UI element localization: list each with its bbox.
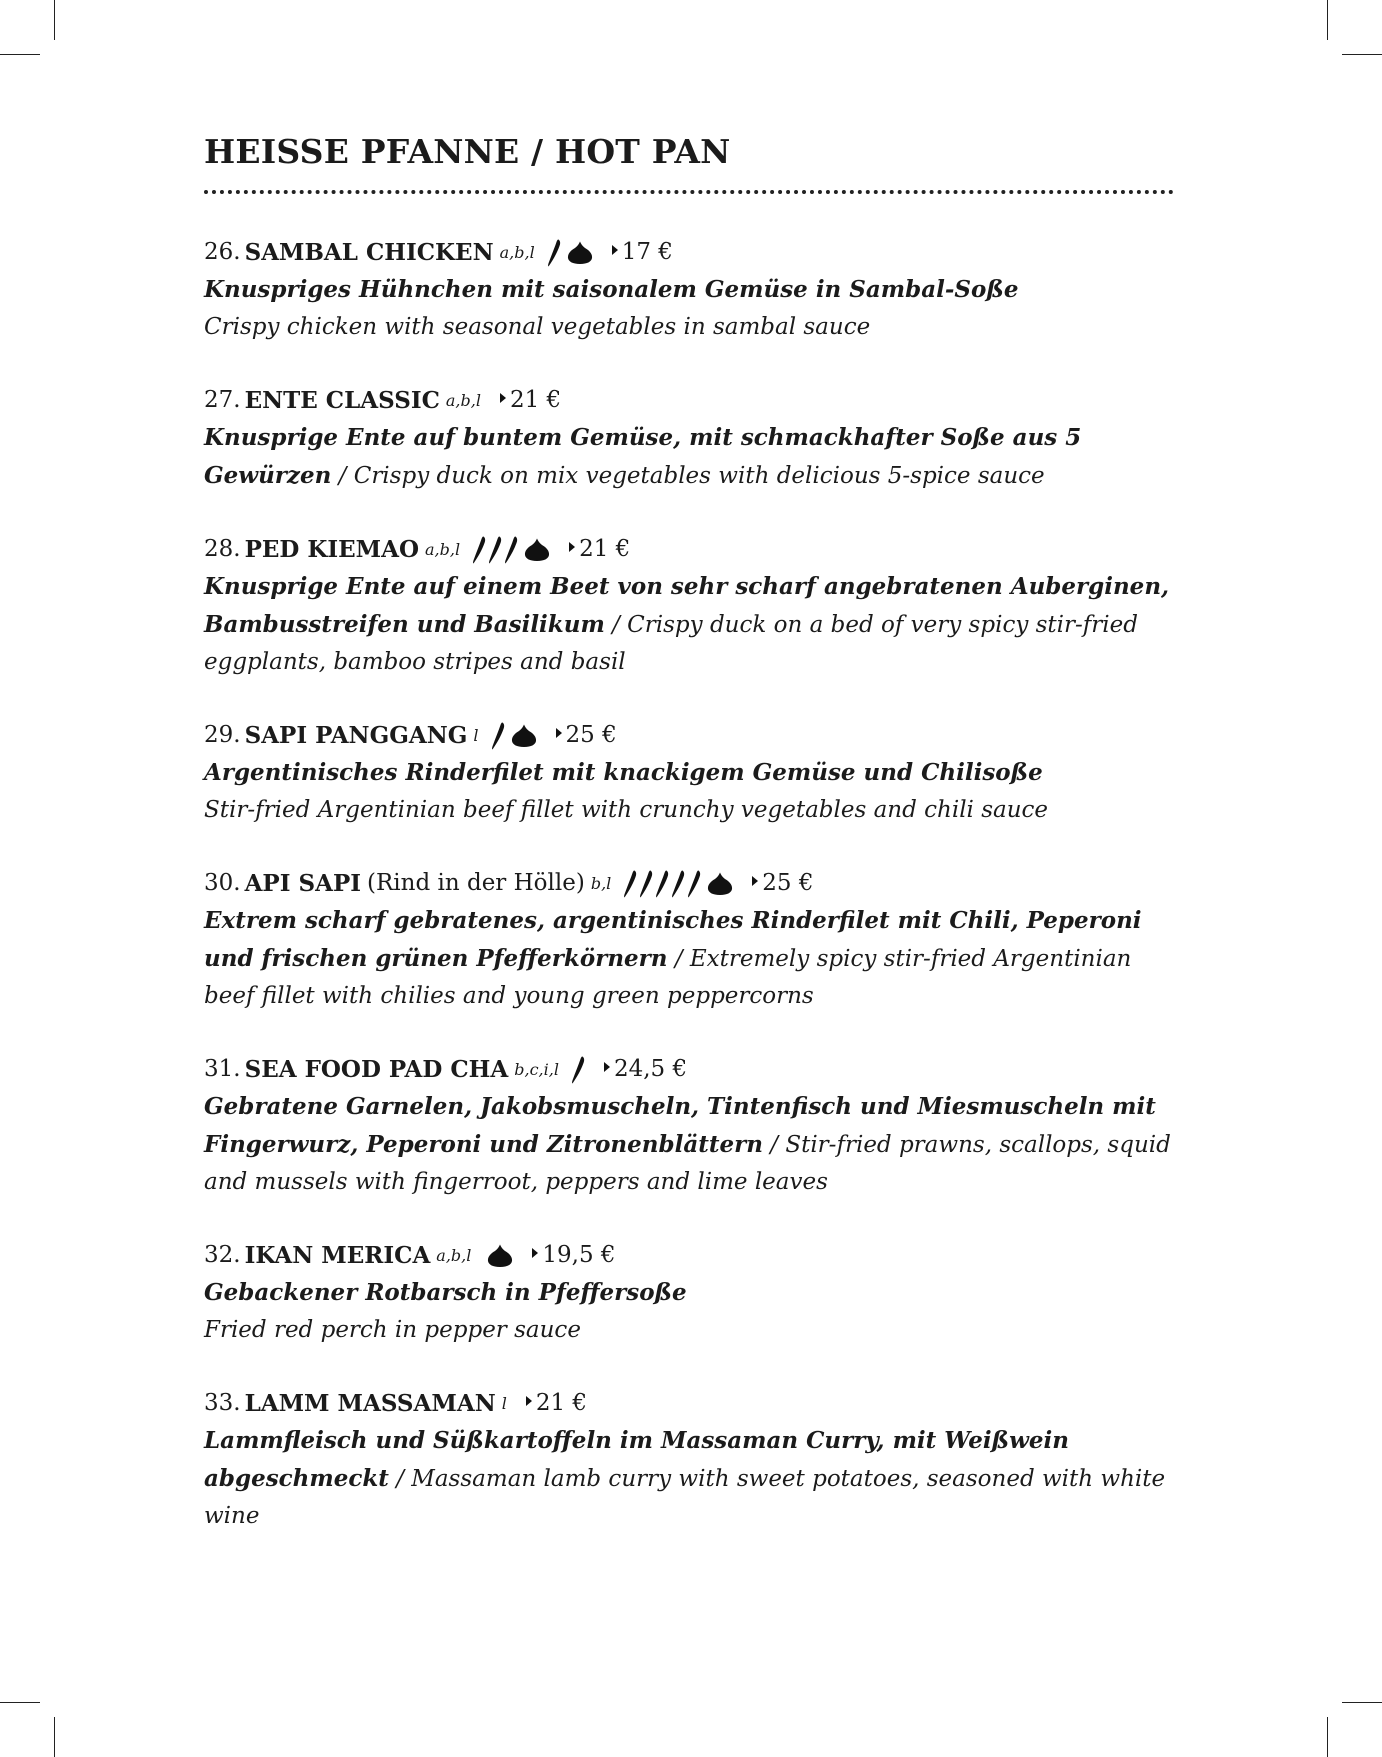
item-price-block: [525, 1385, 587, 1422]
triangle-right-icon: [499, 382, 507, 419]
page-title-de: HEISSE PFANNE: [204, 132, 520, 171]
item-description-de: Lammfleisch und Süßkartoffeln im Massaman Curry, mit Weißwein abgeschmeckt: [204, 1427, 1069, 1492]
item-allergens: a,b,l: [499, 243, 535, 262]
menu-item-header: [204, 1051, 1176, 1088]
item-price-block: [751, 865, 813, 902]
crop-mark: [1327, 1717, 1328, 1757]
garlic-icon: [511, 724, 537, 748]
item-name: IKAN MERICA: [244, 1242, 431, 1269]
menu-item-header: [204, 717, 1176, 754]
item-number: 29.: [204, 722, 241, 748]
item-number: 32.: [204, 1242, 241, 1268]
triangle-right-icon: [525, 1385, 533, 1422]
chili-pepper-icon: [571, 1056, 585, 1084]
item-description: [204, 1422, 1176, 1535]
item-description-separator: /: [331, 463, 354, 489]
item-description-en: Extremely spicy stir-fried Argentinian beef fillet with chilies and young green peppercorns: [204, 946, 1132, 1009]
item-allergens: b,c,i,l: [514, 1060, 559, 1079]
item-number: 31.: [204, 1056, 241, 1082]
item-spice-icons: [483, 1244, 513, 1268]
item-description: [204, 568, 1176, 681]
item-price: 21 €: [579, 536, 631, 562]
item-price-block: [603, 1051, 687, 1088]
chili-pepper-icon: [623, 870, 637, 898]
garlic-icon: [707, 872, 733, 896]
item-price: 17 €: [621, 239, 673, 265]
menu-item: [204, 531, 1176, 681]
triangle-right-icon: [611, 234, 619, 271]
item-allergens: a,b,l: [445, 391, 481, 410]
item-subname: (Rind in der Hölle): [367, 870, 585, 896]
item-price-block: [555, 717, 617, 754]
menu-item: [204, 1385, 1176, 1535]
garlic-icon: [524, 538, 550, 562]
item-description-en: Crispy duck on a bed of very spicy stir-fried eggplants, bamboo stripes and basil: [204, 612, 1138, 675]
item-description-de: Gebratene Garnelen, Jakobsmuscheln, Tintenfisch und Miesmuscheln mit Fingerwurz, Peperoni und Zitronenblättern: [204, 1093, 1156, 1158]
crop-mark: [1327, 0, 1328, 40]
item-description-separator: /: [667, 946, 690, 972]
chili-pepper-icon: [504, 536, 518, 564]
item-spice-icons: [623, 870, 733, 898]
item-description-en: Crispy chicken with seasonal vegetables in sambal sauce: [204, 314, 871, 340]
menu-item: [204, 382, 1176, 495]
menu-item-header: [204, 865, 1176, 902]
item-description: [204, 271, 1176, 346]
crop-mark: [1342, 1702, 1382, 1703]
item-description-en: Fried red perch in pepper sauce: [204, 1317, 581, 1343]
item-spice-icons: [491, 722, 537, 750]
item-allergens: l: [473, 726, 479, 745]
item-description-de: Knusprige Ente auf buntem Gemüse, mit schmackhafter Soße aus 5 Gewürzen: [204, 424, 1082, 489]
item-number: 27.: [204, 387, 241, 413]
menu-list: [204, 234, 1176, 1535]
menu-item-header: [204, 1237, 1176, 1274]
item-number: 26.: [204, 239, 241, 265]
item-spice-icons: [472, 536, 550, 564]
item-name: PED KIEMAO: [244, 536, 419, 563]
item-price: 24,5 €: [613, 1056, 688, 1082]
item-number: 28.: [204, 536, 241, 562]
item-spice-icons: [547, 239, 593, 267]
item-description: [204, 419, 1176, 495]
item-description-de: Knusprige Ente auf einem Beet von sehr scharf angebratenen Auberginen, Bambusstreifen und Basilikum: [204, 573, 1170, 638]
crop-mark: [0, 54, 40, 55]
chili-pepper-icon: [655, 870, 669, 898]
chili-pepper-icon: [547, 239, 561, 267]
menu-item: [204, 1051, 1176, 1201]
item-name: ENTE CLASSIC: [244, 387, 440, 414]
item-price: 25 €: [762, 870, 814, 896]
triangle-right-icon: [555, 717, 563, 754]
triangle-right-icon: [531, 1237, 539, 1274]
item-description: [204, 902, 1176, 1015]
chili-pepper-icon: [491, 722, 505, 750]
item-description-en: Stir-fried prawns, scallops, squid and mussels with fingerroot, peppers and lime leaves: [204, 1132, 1171, 1195]
crop-mark: [54, 0, 55, 40]
item-name: LAMM MASSAMAN: [244, 1390, 496, 1417]
item-allergens: b,l: [590, 874, 612, 893]
garlic-icon: [567, 241, 593, 265]
crop-mark: [0, 1702, 40, 1703]
item-description-de: Gebackener Rotbarsch in Pfeffersoße: [204, 1279, 687, 1306]
item-number: 33.: [204, 1390, 241, 1416]
chili-pepper-icon: [472, 536, 486, 564]
item-price-block: [531, 1237, 615, 1274]
item-description-en: Crispy duck on mix vegetables with delicious 5-spice sauce: [353, 463, 1045, 489]
chili-pepper-icon: [488, 536, 502, 564]
menu-item-header: [204, 234, 1176, 271]
item-allergens: l: [501, 1394, 507, 1413]
item-allergens: a,b,l: [436, 1246, 472, 1265]
menu-item: [204, 865, 1176, 1015]
menu-item: [204, 234, 1176, 346]
item-description-separator: /: [388, 1466, 412, 1492]
item-number: 30.: [204, 870, 241, 896]
item-price: 21 €: [535, 1390, 588, 1416]
dotted-divider: [204, 190, 1174, 194]
item-name: SAMBAL CHICKEN: [244, 239, 494, 266]
triangle-right-icon: [603, 1051, 611, 1088]
chili-pepper-icon: [687, 870, 701, 898]
triangle-right-icon: [751, 865, 759, 902]
menu-item-header: [204, 382, 1176, 419]
item-description-en: Stir-fried Argentinian beef fillet with crunchy vegetables and chili sauce: [204, 797, 1049, 823]
item-description-de: Extrem scharf gebratenes, argentinisches Rinderfilet mit Chili, Peperoni und frischen grünen Pfefferkörnern: [204, 907, 1142, 972]
page-title-en: / HOT PAN: [519, 132, 731, 171]
menu-page: [204, 128, 1176, 1571]
item-price-block: [611, 234, 673, 271]
item-description-de: Argentinisches Rinderfilet mit knackigem Gemüse und Chilisoße: [204, 759, 1043, 786]
crop-mark: [54, 1717, 55, 1757]
garlic-icon: [487, 1244, 513, 1268]
item-description: [204, 1274, 1176, 1349]
crop-mark: [1342, 54, 1382, 55]
menu-item-header: [204, 1385, 1176, 1422]
item-price: 21 €: [509, 387, 562, 413]
item-description-de: Knuspriges Hühnchen mit saisonalem Gemüse in Sambal-Soße: [204, 276, 1019, 303]
item-price-block: [568, 531, 630, 568]
menu-item: [204, 717, 1176, 829]
item-name: SEA FOOD PAD CHA: [244, 1056, 509, 1083]
triangle-right-icon: [568, 531, 576, 568]
page-title: [204, 128, 1176, 176]
item-allergens: a,b,l: [424, 540, 461, 559]
item-description-separator: /: [604, 612, 628, 638]
chili-pepper-icon: [671, 870, 685, 898]
chili-pepper-icon: [639, 870, 653, 898]
item-name: SAPI PANGGANG: [244, 722, 468, 749]
item-price: 19,5 €: [542, 1242, 616, 1268]
item-description-en: Massaman lamb curry with sweet potatoes, seasoned with white wine: [204, 1466, 1166, 1529]
item-description-separator: /: [762, 1132, 786, 1158]
item-name: API SAPI: [244, 870, 361, 897]
item-description: [204, 1088, 1176, 1201]
menu-item: [204, 1237, 1176, 1349]
item-price-block: [499, 382, 561, 419]
item-spice-icons: [571, 1056, 585, 1084]
menu-item-header: [204, 531, 1176, 568]
item-price: 25 €: [565, 722, 617, 748]
item-description: [204, 754, 1176, 829]
